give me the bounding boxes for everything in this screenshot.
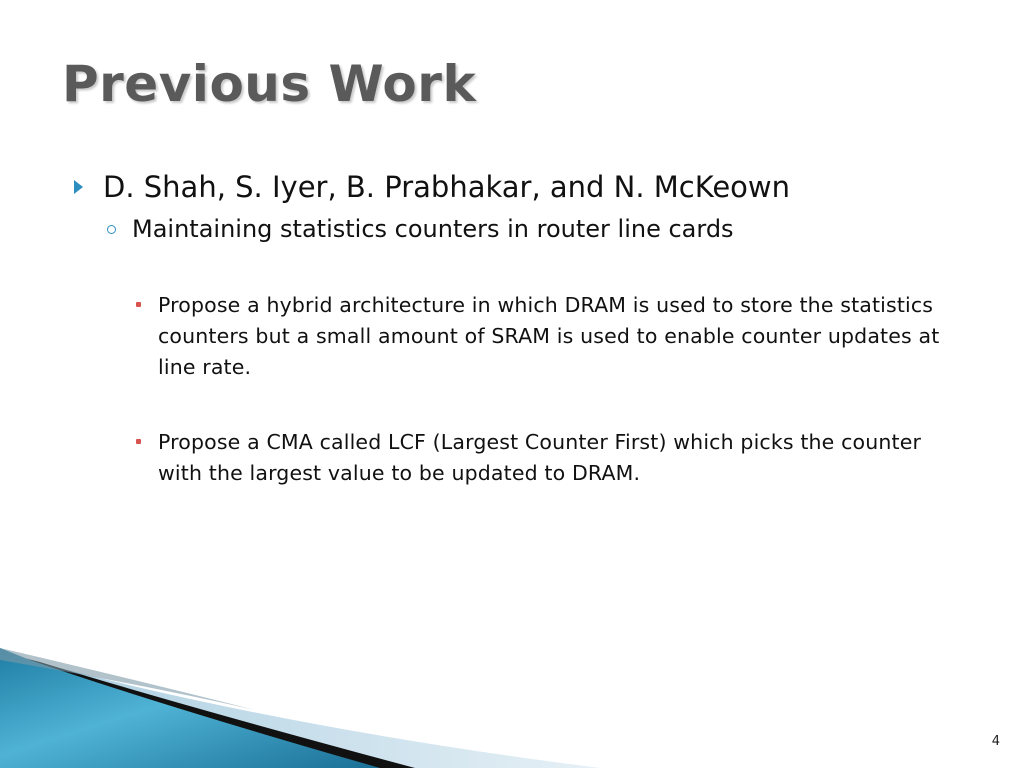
- page-number: 4: [991, 734, 1000, 749]
- triangle-bullet-icon: [74, 180, 83, 194]
- point-hybrid-architecture: Propose a hybrid architecture in which DRAM is used to store the statistics counters but a small amount of SRAM is used to enable counter updates at line rate.: [158, 293, 940, 379]
- square-bullet-icon: [136, 439, 141, 444]
- sub-bullet-paper-title: Maintaining statistics counters in router line cards: [132, 215, 734, 243]
- square-bullet-icon: [136, 302, 141, 307]
- ring-bullet-icon: [107, 225, 116, 234]
- slide-title: Previous Work: [62, 55, 477, 113]
- point-lcf-algorithm: Propose a CMA called LCF (Largest Counter First) which picks the counter with the largest value to be updated to DRAM.: [158, 430, 922, 485]
- bullet-authors: D. Shah, S. Iyer, B. Prabhakar, and N. McKeown: [103, 170, 791, 204]
